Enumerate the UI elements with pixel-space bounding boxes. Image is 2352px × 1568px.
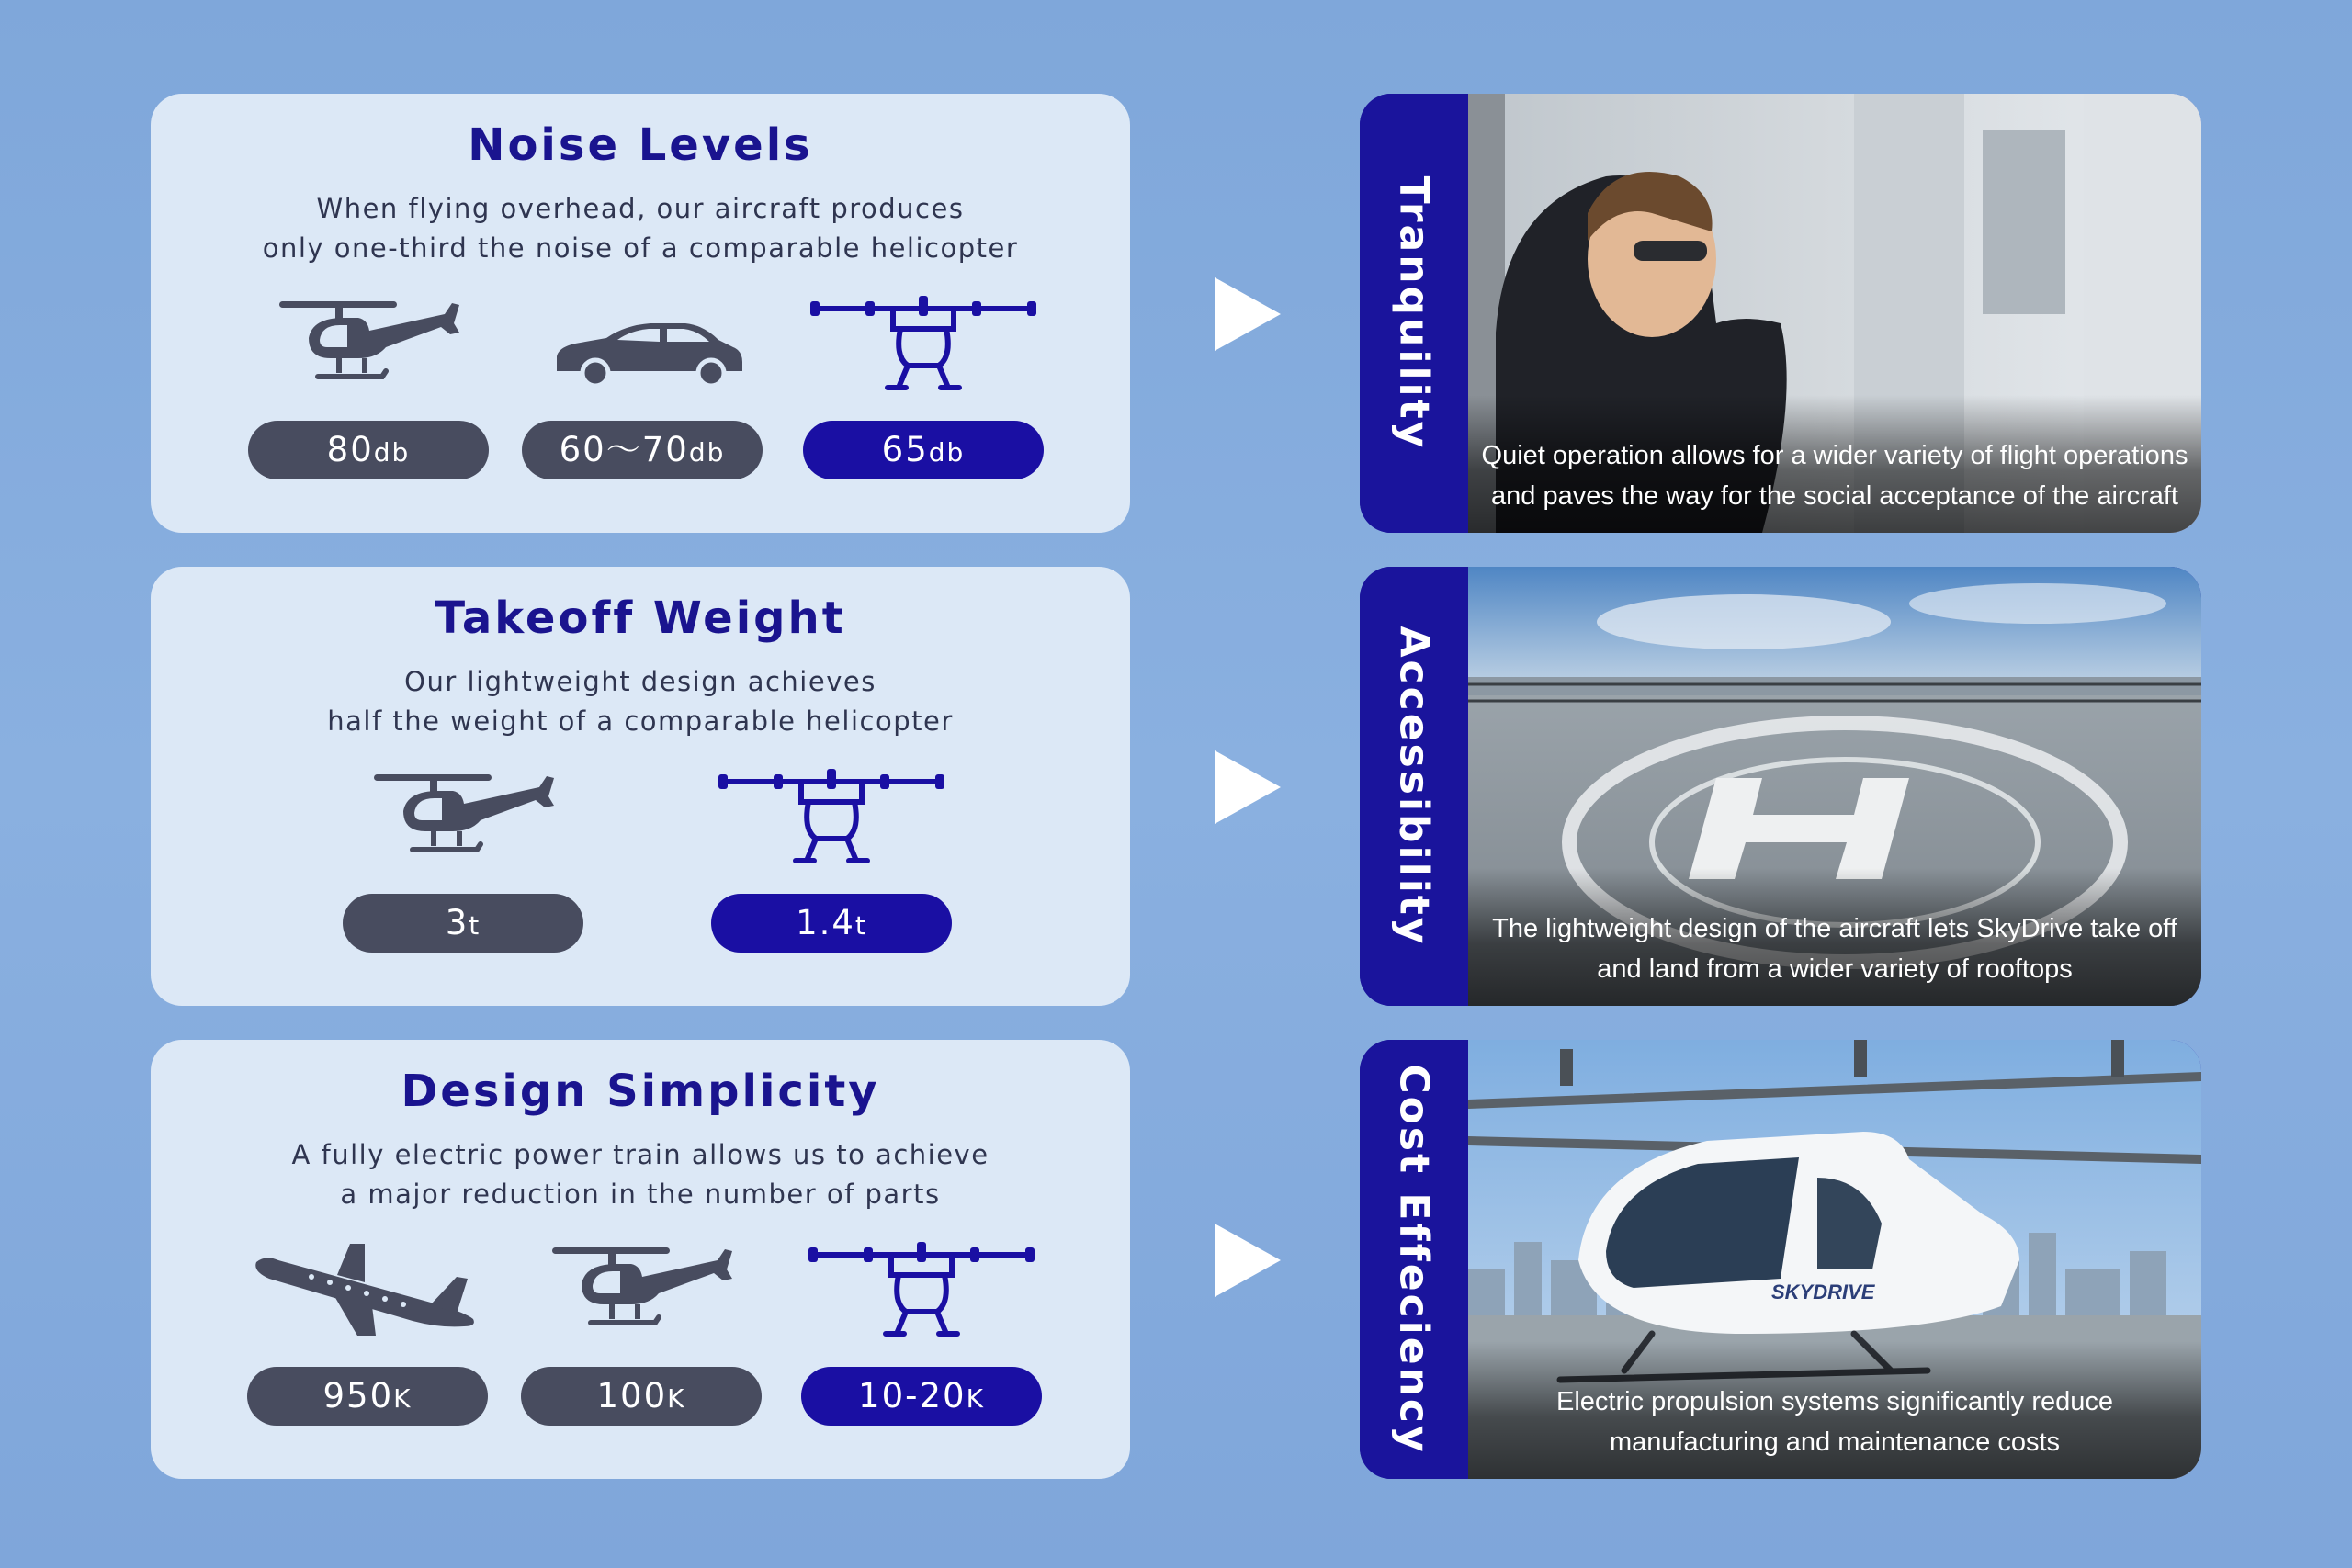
arrow-right-icon [1215,750,1281,824]
card-subtitle: Our lightweight design achieves half the weight of a comparable helicopter [327,666,954,737]
value-pill: 100K [521,1367,762,1426]
value-pill: 60〜70db [522,421,763,479]
comparison-item [803,292,1044,469]
card-subtitle: When flying overhead, our aircraft produces only one-third the noise of a comparable helicopter [262,193,1019,264]
noise-levels-card [151,94,1130,533]
panel-tab [1360,94,1468,533]
comparison-item [248,292,489,469]
card-title: Takeoff Weight [435,592,846,644]
comparison-item [711,765,952,942]
cost-efficiency-panel [1360,1040,2201,1479]
takeoff-weight-card [151,567,1130,1006]
evtol-icon [801,1238,1042,1348]
value-pill-highlight: 65db [803,421,1044,479]
panel-caption: Electric propulsion systems significantly reduce manufacturing and maintenance costs [1468,1341,2201,1479]
panel-label: Tranquility [1390,175,1438,451]
comparison-item [247,1238,488,1416]
evtol-icon [803,292,1044,402]
car-icon [522,292,763,402]
brand-logo-text: SKYDRIVE [1771,1280,1875,1303]
comparison-item [522,292,763,469]
panel-tab [1360,1040,1468,1479]
panel-caption: The lightweight design of the aircraft lets SkyDrive take off and land from a wider variety of rooftops [1468,868,2201,1006]
design-simplicity-card [151,1040,1130,1479]
arrow-right-icon [1215,277,1281,351]
helicopter-icon [248,292,489,402]
accessibility-panel [1360,567,2201,1006]
helicopter-icon [343,765,583,875]
comparison-item [521,1238,762,1416]
tranquility-panel [1360,94,2201,533]
arrow-right-icon [1215,1224,1281,1297]
panel-label: Cost Effeciency [1390,1064,1438,1455]
card-subtitle: A fully electric power train allows us to achieve a major reduction in the number of parts [291,1139,989,1210]
value-pill: 950K [247,1367,488,1426]
helicopter-icon [521,1238,762,1348]
panel-label: Accessibility [1390,626,1438,947]
evtol-icon [711,765,952,875]
value-pill-highlight: 10-20K [801,1367,1042,1426]
card-title: Noise Levels [468,119,813,171]
panel-caption: Quiet operation allows for a wider variety of flight operations and paves the way for the social acceptance of the aircraft [1468,395,2201,533]
airplane-icon [247,1238,488,1348]
value-pill: 80db [248,421,489,479]
comparison-item [343,765,583,942]
value-pill: 3t [343,894,583,953]
card-title: Design Simplicity [401,1066,880,1117]
value-pill-highlight: 1.4t [711,894,952,953]
comparison-item [801,1238,1042,1416]
panel-tab [1360,567,1468,1006]
